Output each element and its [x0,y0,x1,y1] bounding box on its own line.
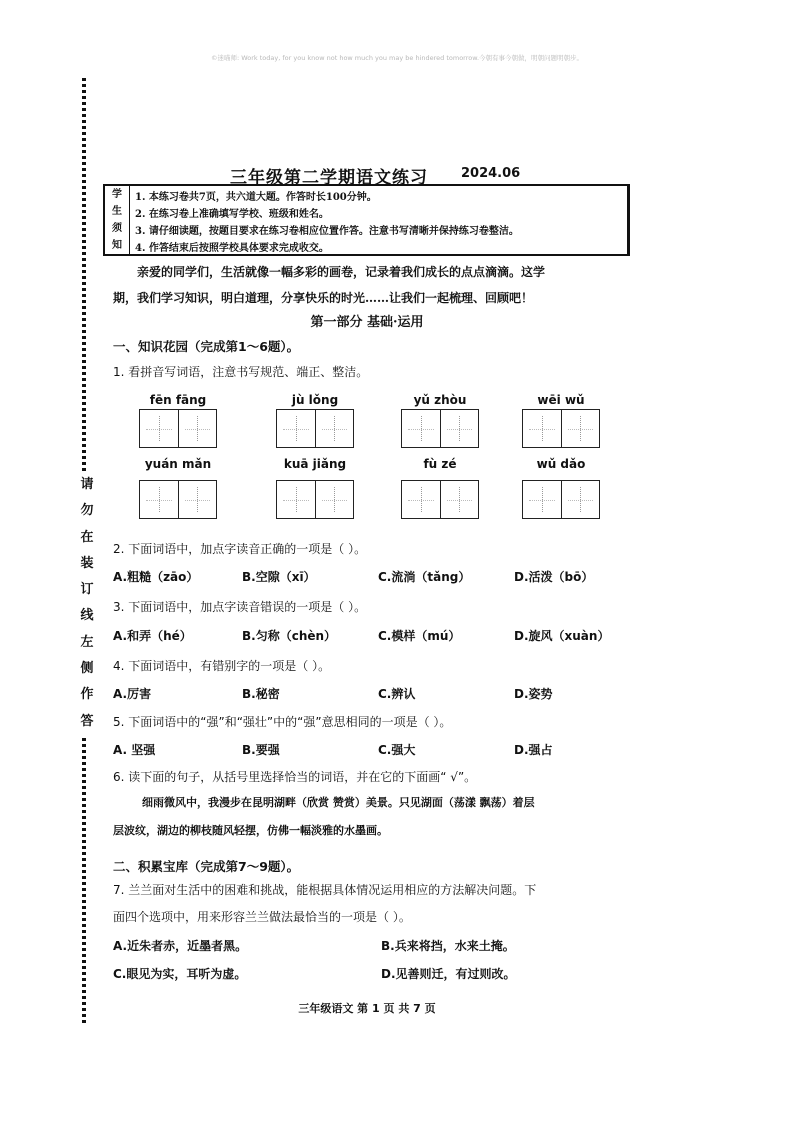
option[interactable]: C.模样（mú） [378,629,461,643]
option[interactable]: B.兵来将挡，水来土掩。 [381,939,515,953]
side-note-char: 左 [80,630,94,656]
passage-line: 细雨微风中，我漫步在昆明湖畔（欣赏 赞赏）美景。只见湖面（荡漾 飘荡）着层 [142,796,535,809]
exam-date: 2024.06 [461,166,521,181]
option[interactable]: B.匀称（chèn） [242,629,337,643]
question-3: 3. 下面词语中，加点字读音错误的一项是（ ）。 [113,600,367,614]
side-note-char: 订 [80,577,94,603]
side-note-char: 答 [80,709,94,735]
question-6: 6. 读下面的句子，从括号里选择恰当的词语，并在它的下面画“ √”。 [113,770,477,784]
side-note-char: 线 [80,603,94,629]
section-heading-1: 一、知识花园（完成第1～6题）。 [113,339,300,354]
option[interactable]: D.旋风（xuàn） [514,629,610,643]
intro-line: 期，我们学习知识，明白道理，分享快乐的时光……让我们一起梳理、回顾吧！ [113,291,534,305]
pinyin-label: wēi wǔ [537,393,585,407]
option[interactable]: A.近朱者赤，近墨者黑。 [113,939,248,953]
question-7-line: 面四个选项中，用来形容兰兰做法最恰当的一项是（ ）。 [113,910,411,924]
question-7-line: 7. 兰兰面对生活中的困难和挑战，能根据具体情况运用相应的方法解决问题。下 [113,883,537,897]
notice-label [105,186,130,254]
side-note-char: 装 [80,551,94,577]
notice-items [135,189,623,257]
notice-label-char: 须 [112,223,122,234]
writing-grid[interactable] [139,409,217,448]
writing-grid[interactable] [522,480,600,519]
option[interactable]: A.和弄（hé） [113,629,192,643]
option[interactable]: B.空隙（xī） [242,570,316,584]
option[interactable]: C.眼见为实，耳听为虚。 [113,967,247,981]
writing-grid[interactable] [276,480,354,519]
writing-grid[interactable] [401,409,479,448]
pinyin-label: kuā jiǎng [283,457,347,471]
option[interactable]: D.见善则迁，有过则改。 [381,967,516,981]
student-notice-box [103,184,630,256]
part-title: 第一部分 基础·运用 [310,315,424,330]
option[interactable]: D.强占 [514,743,553,757]
notice-item: 2. 在练习卷上准确填写学校、班级和姓名。 [135,209,329,220]
option[interactable]: A. 坚强 [113,743,156,757]
pinyin-label: yǔ zhòu [413,393,467,407]
option[interactable]: B.要强 [242,743,280,757]
side-note-char: 在 [80,525,94,551]
side-note-char: 作 [80,682,94,708]
writing-grid[interactable] [522,409,600,448]
option[interactable]: D.活泼（bō） [514,570,594,584]
watermark: ©迷喵师: Work today, for you know not how much you may be hindered tomorrow.今朝有事今朝做，明朝问题明朝步。 [210,54,584,62]
binding-side-note [80,472,94,735]
option[interactable]: A.厉害 [113,687,152,701]
notice-label-char: 知 [112,240,122,251]
question-4: 4. 下面词语中，有错别字的一项是（ ）。 [113,659,331,673]
pinyin-label: yuán mǎn [144,457,212,471]
option[interactable]: C.强大 [378,743,416,757]
question-2: 2. 下面词语中，加点字读音正确的一项是（ ）。 [113,542,367,556]
pinyin-label: wǔ dǎo [536,457,586,471]
option[interactable]: D.姿势 [514,687,553,701]
page-footer: 三年级语文 第 1 页 共 7 页 [298,1002,436,1015]
intro-line: 亲爱的同学们，生活就像一幅多彩的画卷，记录着我们成长的点点滴滴。这学 [137,265,546,279]
side-note-char: 请 [80,472,94,498]
option[interactable]: C.流淌（tǎng） [378,570,471,584]
page-title: 三年级第二学期语文练习 [230,168,428,188]
passage-line: 层波纹，湖边的柳枝随风轻摆，仿佛一幅淡雅的水墨画。 [113,824,388,837]
writing-grid[interactable] [401,480,479,519]
notice-label-char: 学 [112,189,122,200]
option[interactable]: A.粗糙（zāo） [113,570,199,584]
pinyin-label: fù zé [423,457,457,471]
intro-paragraph [113,259,633,311]
pinyin-label: jù lǒng [291,393,339,407]
side-note-char: 侧 [80,656,94,682]
question-1: 1. 看拼音写词语，注意书写规范、端正、整洁。 [113,365,369,379]
pinyin-label: fēn fāng [149,393,207,407]
notice-label-char: 生 [112,206,122,217]
side-note-char: 勿 [80,498,94,524]
notice-item: 3. 请仔细读题，按题目要求在练习卷相应位置作答。注意书写清晰并保持练习卷整洁。 [135,226,519,237]
question-5: 5. 下面词语中的“强”和“强壮”中的“强”意思相同的一项是（ ）。 [113,715,452,729]
option[interactable]: C.辨认 [378,687,416,701]
section-heading-2: 二、积累宝库（完成第7～9题）。 [113,859,300,874]
notice-item: 4. 作答结束后按照学校具体要求完成收交。 [135,243,329,254]
option[interactable]: B.秘密 [242,687,280,701]
notice-item: 1. 本练习卷共7页，共六道大题。作答时长100分钟。 [135,192,377,203]
writing-grid[interactable] [276,409,354,448]
writing-grid[interactable] [139,480,217,519]
